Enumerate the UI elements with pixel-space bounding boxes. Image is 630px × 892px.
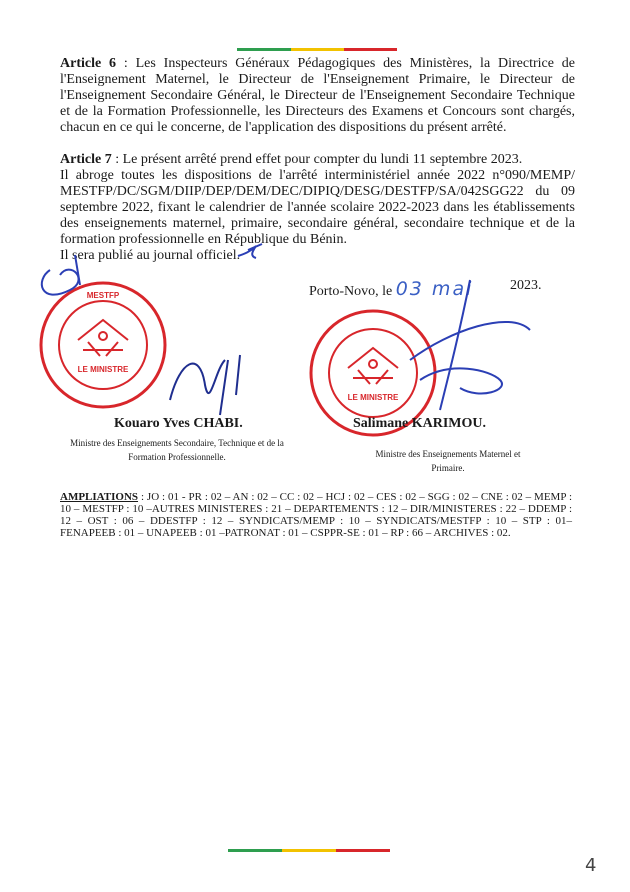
article-7: [60, 152, 575, 264]
ampliations-label: AMPLIATIONS: [60, 491, 139, 503]
signature-left: [150, 340, 260, 420]
seal-left-acronym: MESTFP: [86, 291, 120, 300]
article-7-paragraph-publication: Il sera publié au journal officiel.: [60, 248, 241, 263]
handwritten-date: 03 mai: [395, 278, 474, 300]
article-7-text: : Le présent arrêté prend effet pour compter du lundi 11 septembre 2023.: [111, 152, 523, 167]
date-year: 2023.: [510, 278, 542, 293]
initials-mark: [234, 240, 268, 262]
flag-bar-top: [237, 48, 397, 51]
signer-right-name: Salimane KARIMOU.: [353, 416, 486, 431]
seal-right-center: LE MINISTRE: [347, 393, 399, 402]
signer-right-title: Ministre des Enseignements Maternel et Primaire.: [375, 449, 521, 473]
ampliations-text: : JO : 01 - PR : 02 – AN : 02 – CC : 02 – HCJ : 02 – CES : 02 – SGG : 02 – CNE : 02 – MEMP : 10 – MESTFP : 10 –AUTRES MINISTERES : 21 – DEPARTEMENTS : 12 – DIR/MINISTERES : 22 – DDEMP : 12 – OST : 06 – DDESTFP : 12 – SYNDICATS/MEMP : 10 – SYNDICATS/MESTFP : 10 – STP : 01– FENAPEEB : 01 – UNAPEEB : 01 –PATRONAT : 01 – CSPPR-SE : 01 – RP : 66 – ARCHIVES : 02.: [60, 491, 572, 539]
article-6-title: Article 6: [60, 56, 117, 71]
article-7-paragraph-abrogation: Il abroge toutes les dispositions de l'arrêté interministériel année 2022 n°090/MEMP/ MESTFP/DC/SGM/DIIP/DEP/DEM/DEC/DIPIQ/DESG/DESTFP/SA/042SGG22 du 09 septembre 2022, fixant le calendrier de l'année scolaire 2022-2023 dans les établissements des enseignements maternel, primaire, secondaire général, secondaire technique et de la formation professionnelle en République du Bénin.: [60, 168, 575, 247]
signature-flourish-left: [30, 250, 110, 320]
ampliations: [60, 491, 572, 539]
signer-left-title: [68, 436, 286, 464]
signature-right: [390, 270, 540, 420]
article-7-title: Article 7: [60, 152, 112, 167]
place-prefix: Porto-Novo, le: [309, 284, 393, 299]
signer-left-title-line2: Formation Professionnelle.: [128, 452, 226, 462]
article-6: [60, 56, 575, 136]
signer-left-name: Kouaro Yves CHABI.: [114, 416, 243, 431]
seal-left-center: LE MINISTRE: [77, 365, 129, 374]
page-number: 4: [585, 855, 597, 876]
signer-left-title-line1: Ministre des Enseignements Secondaire, Technique et de la: [70, 438, 284, 448]
flag-bar-bottom: [228, 849, 390, 852]
article-6-text: : Les Inspecteurs Généraux Pédagogiques des Ministères, la Directrice de l'Enseignement Maternel, le Directeur de l'Enseignement Primaire, le Directeur de l'Enseignement Secondaire Général, le Directeur de l'Enseignement Secondaire Technique et de la Formation Professionnelle, les Directeurs des Examens et Concours sont chargés, chacun en ce qui le concerne, de l'application des dispositions du présent arrêté.: [60, 56, 576, 135]
